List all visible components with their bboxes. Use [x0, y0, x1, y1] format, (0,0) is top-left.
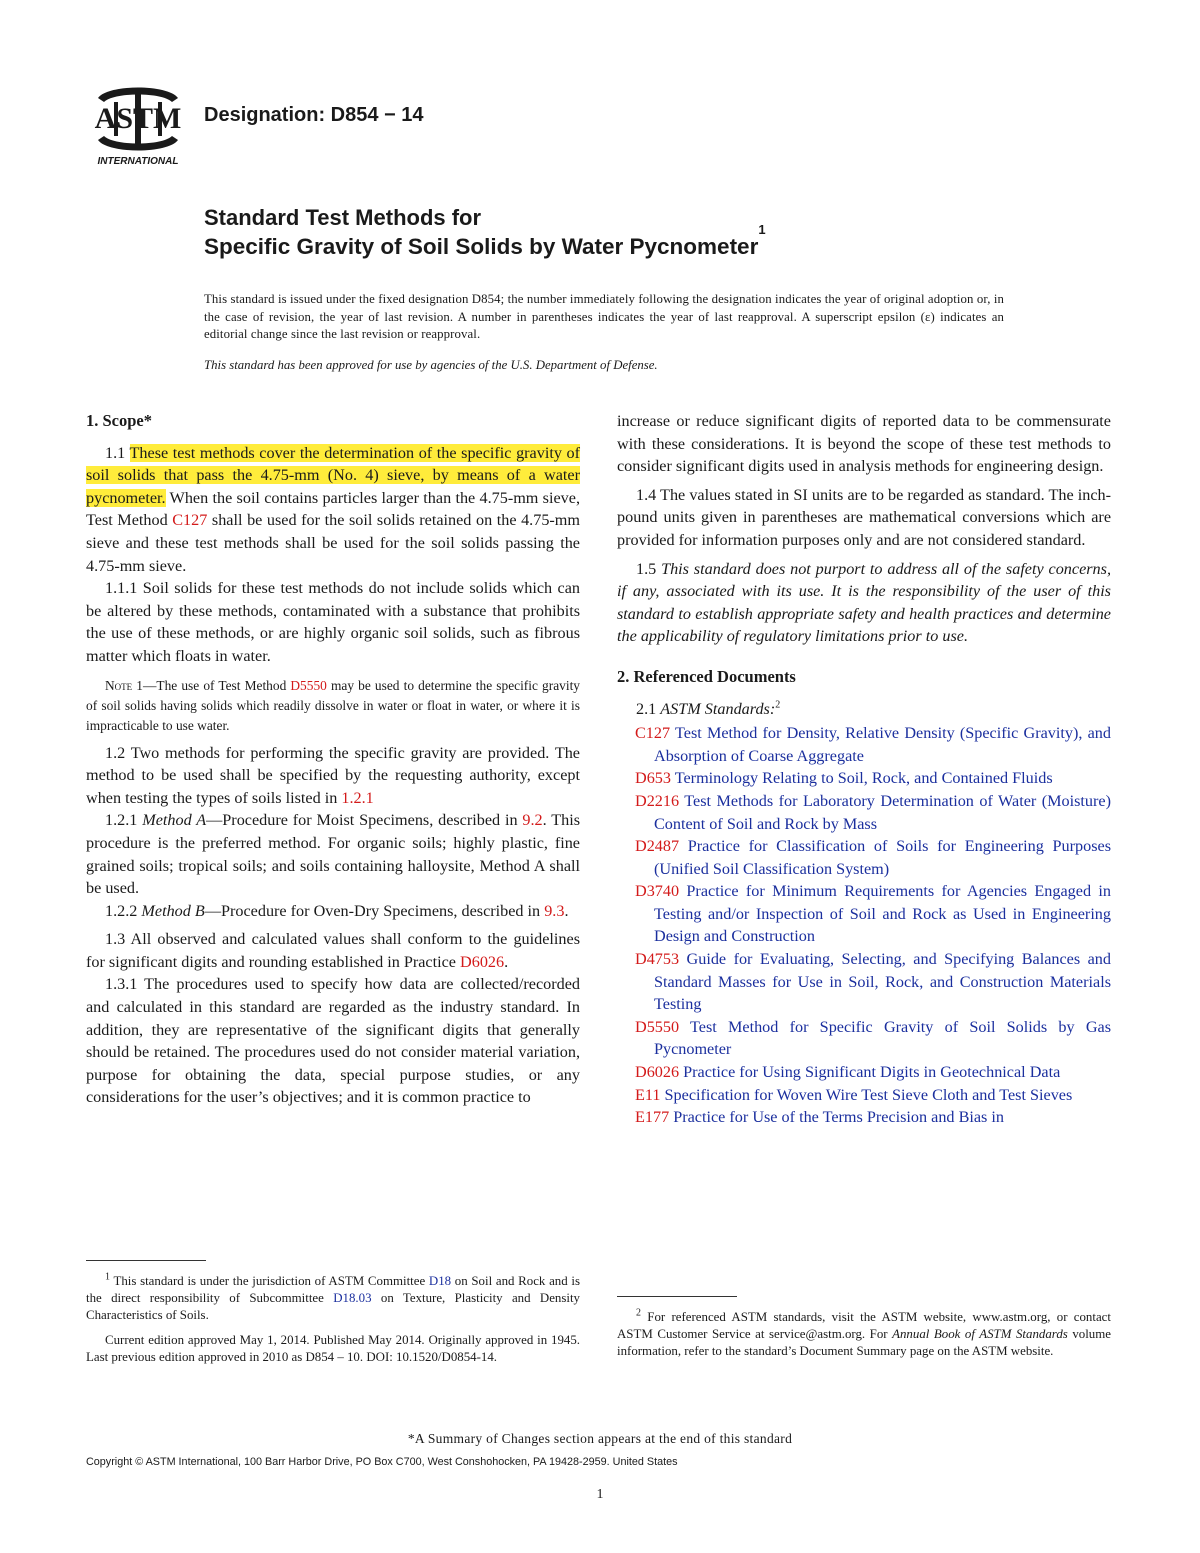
para-1-2: 1.2 Two methods for performing the specific gravity are provided. The method to be used shall be specified by the requesting authority, except when testing the types of soils listed in 1.2.1: [86, 743, 580, 807]
reference-item[interactable]: D2487 Practice for Classification of Soils for Engineering Purposes (Unified Soil Classification System): [635, 837, 1111, 878]
title-line-2: Specific Gravity of Soil Solids by Water Pycnometer$^1$: [204, 222, 766, 259]
right-column: [617, 410, 1111, 1129]
reference-item[interactable]: D6026 Practice for Using Significant Digits in Geotechnical Data: [635, 1063, 1061, 1082]
note-1: Note 1—The use of Test Method D5550 may be used to determine the specific gravity of soil solids having solids which readily dissolve in water or float in water, or where it is impracticable to use water.: [86, 677, 580, 733]
left-column: [86, 410, 580, 1109]
reference-item[interactable]: C127 Test Method for Density, Relative Density (Specific Gravity), and Absorption of Coarse Aggregate: [635, 724, 1111, 765]
reference-list: [617, 722, 1111, 1129]
astm-logo: [86, 80, 190, 166]
para-1-3: 1.3 All observed and calculated values shall conform to the guidelines for significant digits and rounding established in Practice D6026.: [86, 930, 580, 971]
reference-item[interactable]: D4753 Guide for Evaluating, Selecting, and Specifying Balances and Standard Masses for Use in Soil, Rock, and Construction Materials Testing: [635, 950, 1111, 1014]
para-1-4: 1.4 The values stated in SI units are to be regarded as standard. The inch-pound units given in parentheses are mathematical conversions which are provided for information purposes only and are not considered standard.: [617, 485, 1111, 549]
footnote-rule-right: [617, 1296, 737, 1297]
link-9-3[interactable]: 9.3: [544, 901, 565, 920]
para-1-3-1-continued: increase or reduce significant digits of reported data to be commensurate with these considerations. It is beyond the scope of these test methods to consider significant digits used in analysis methods for engineering design.: [617, 412, 1111, 476]
title-line-1: Standard Test Methods for: [204, 205, 482, 230]
reference-item[interactable]: E177 Practice for Use of the Terms Precision and Bias in: [635, 1108, 1004, 1127]
designation: Designation: D854 − 14: [204, 104, 424, 126]
edition-note: Current edition approved May 1, 2014. Published May 2014. Originally approved in 1945. Last previous edition approved in 2010 as D854 – 10. DOI: 10.1520/D0854-14.: [86, 1332, 580, 1364]
dod-note: This standard has been approved for use by agencies of the U.S. Department of Defense.: [204, 358, 658, 372]
reference-item[interactable]: D653 Terminology Relating to Soil, Rock, and Contained Fluids: [635, 769, 1053, 788]
summary-of-changes-note: *A Summary of Changes section appears at the end of this standard: [407, 1431, 793, 1446]
refdocs-heading: 2. Referenced Documents: [617, 666, 796, 686]
reference-item[interactable]: D2216 Test Methods for Laboratory Determination of Water (Moisture) Content of Soil and Rock by Mass: [635, 791, 1111, 833]
link-1-2-1[interactable]: 1.2.1: [341, 788, 374, 807]
reference-item[interactable]: D5550 Test Method for Specific Gravity of Soil Solids by Gas Pycnometer: [635, 1017, 1111, 1059]
link-d5550[interactable]: D5550: [290, 677, 327, 693]
reference-item[interactable]: E11 Specification for Woven Wire Test Sieve Cloth and Test Sieves: [635, 1085, 1073, 1104]
link-c127[interactable]: C127: [172, 511, 208, 530]
para-1-1-1: 1.1.1 Soil solids for these test methods do not include solids which can be altered by these methods, contaminated with a substance that prohibits the use of these methods, or are highly organic soil solids, such as fibrous matter which floats in water.: [86, 579, 580, 665]
link-d18-03[interactable]: D18.03: [333, 1291, 372, 1306]
footnote-1: $^1$ This standard is under the jurisdiction of ASTM Committee D18 on Soil and Rock and is the direct responsibility of Subcommittee D18.03 on Texture, Plasticity and Density Characteristics of Soils. Current edition approved May 1, 2014. Published May 2014. Originally approved in 1945. Last previous edition approved in 2010 as D854 – 10. DOI: 10.1520/D0854-14.: [86, 1273, 580, 1366]
svg-text:ASTM: ASTM: [94, 102, 182, 135]
footnote-rule-left: [86, 1260, 206, 1261]
para-1-2-1: 1.2.1 Method A—Procedure for Moist Specimens, described in 9.2. This procedure is the preferred method. For organic soils; highly plastic, fine grained soils; tropical soils; and soils containing halloysite, Method A shall be used.: [86, 811, 580, 898]
highlighted-text: These test methods cover the determination of the specific gravity of soil solids that pass the 4.75-mm (No. 4) sieve, by means of a water pycnometer.: [86, 443, 580, 507]
issue-note: This standard is issued under the fixed designation D854; the number immediately following the designation indicates the year of original adoption or, in the case of revision, the year of last revision. A number in parentheses indicates the year of last reapproval. A superscript epsilon (ε) indicates an editorial change since the last revision or reapproval.: [204, 292, 1004, 341]
para-1-2-2: 1.2.2 Method B—Procedure for Oven-Dry Specimens, described in 9.3.: [105, 901, 569, 920]
para-1-5: 1.5 This standard does not purport to address all of the safety concerns, if any, associated with its use. It is the responsibility of the user of this standard to establish appropriate safety and health practices and determine the applicability of regulatory limitations prior to use.: [617, 559, 1111, 646]
para-1-3-1: 1.3.1 The procedures used to specify how data are collected/recorded and calculated in this standard are regarded as the industry standard. In addition, they are representative of the significant digits that generally should be retained. The procedures used do not consider material variation, purpose for obtaining the data, special purpose studies, or any considerations for the user’s objectives; and it is common practice to: [86, 975, 580, 1107]
scope-heading: 1. Scope*: [86, 411, 152, 430]
page-number: 1: [596, 1487, 604, 1502]
link-d18[interactable]: D18: [428, 1274, 452, 1288]
link-d6026[interactable]: D6026: [460, 952, 505, 971]
svg-text:INTERNATIONAL: INTERNATIONAL: [97, 156, 179, 166]
copyright-line: Copyright © ASTM International, 100 Barr Harbor Drive, PO Box C700, West Conshohocken, PA 19428-2959. United States: [86, 1456, 678, 1468]
title-footnote-ref[interactable]: 1: [758, 222, 766, 237]
footnote-2: $^2$ For referenced ASTM standards, visit the ASTM website, www.astm.org, or contact ASTM Customer Service at service@astm.org. For Annual Book of ASTM Standards volume information, refer to the standard’s Document Summary page on the ASTM website.: [617, 1307, 1111, 1359]
reference-item[interactable]: D3740 Practice for Minimum Requirements for Agencies Engaged in Testing and/or Inspection of Soil and Rock as Used in Engineering Design and Construction: [635, 882, 1111, 946]
para-1-1: 1.1 These test methods cover the determination of the specific gravity of soil solids that pass the 4.75-mm (No. 4) sieve, by means of a water pycnometer. When the soil contains particles larger than the 4.75-mm sieve, Test Method C127 shall be used for the soil solids retained on the 4.75-mm sieve and these test methods shall be used for the soil solids passing the 4.75-mm sieve.: [86, 443, 580, 575]
link-9-2[interactable]: 9.2: [522, 811, 543, 830]
astm-standards-label: 2.1 ASTM Standards:$^2$: [636, 699, 781, 718]
